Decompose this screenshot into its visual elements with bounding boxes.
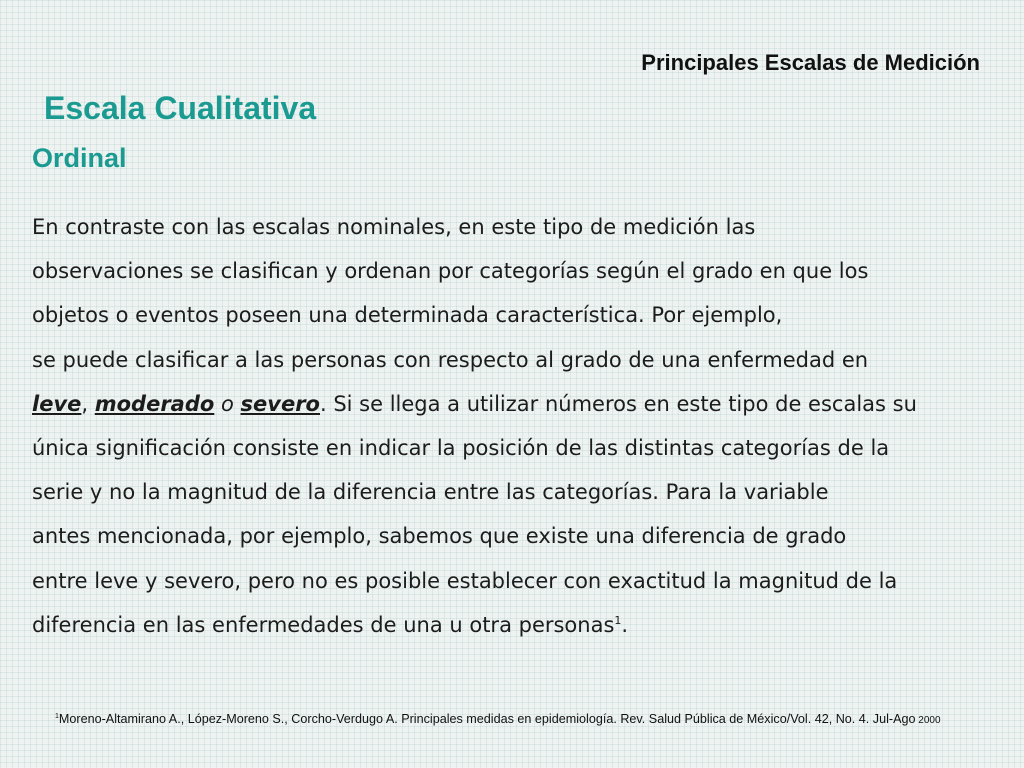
body-line-9: entre leve y severo, pero no es posible establecer con exactitud la magnitud de la <box>32 568 898 593</box>
body-line-5-rest: . Si se llega a utilizar números en este tipo de escalas su <box>319 391 917 416</box>
body-end-period: . <box>621 612 629 637</box>
body-line-7: serie y no la magnitud de la diferencia entre las categorías. Para la variable <box>32 480 829 505</box>
term-separator: , <box>81 391 95 416</box>
body-paragraph <box>32 205 992 647</box>
body-line-8: antes mencionada, por ejemplo, sabemos que existe una diferencia de grado <box>32 524 847 549</box>
body-line-1: En contraste con las escalas nominales, en este tipo de medición las <box>32 215 756 239</box>
footnote <box>55 712 941 726</box>
page-subtitle: Ordinal <box>32 143 127 173</box>
body-line-6: única significación consiste en indicar la posición de las distintas categorías de la <box>32 436 890 461</box>
footnote-text: Moreno-Altamirano A., López-Moreno S., Corcho-Verdugo A. Principales medidas en epidemiología. Rev. Salud Pública de México/Vol. 42, No. 4. Jul-Ago <box>58 712 916 726</box>
footnote-marker: 1 <box>55 712 59 720</box>
term-conjunction: o <box>214 391 241 416</box>
term-moderado: moderado <box>94 391 215 416</box>
body-line-10 <box>32 603 992 647</box>
body-line-2: observaciones se clasifican y ordenan por categorías según el grado en que los <box>32 259 869 284</box>
footnote-year: 2000 <box>915 715 941 726</box>
body-line-3: objetos o eventos poseen una determinada característica. Por ejemplo, <box>32 303 783 328</box>
term-leve: leve <box>32 391 82 416</box>
term-severo: severo <box>240 391 320 416</box>
body-line-5 <box>32 382 992 426</box>
footnote-reference: 1 <box>614 613 622 627</box>
body-line-4: se puede clasificar a las personas con respecto al grado de una enfermedad en <box>32 347 869 372</box>
page-title: Escala Cualitativa <box>44 90 317 126</box>
slide-header-title: Principales Escalas de Medición <box>641 50 980 75</box>
body-line-10-text: diferencia en las enfermedades de una u otra personas <box>32 612 615 637</box>
